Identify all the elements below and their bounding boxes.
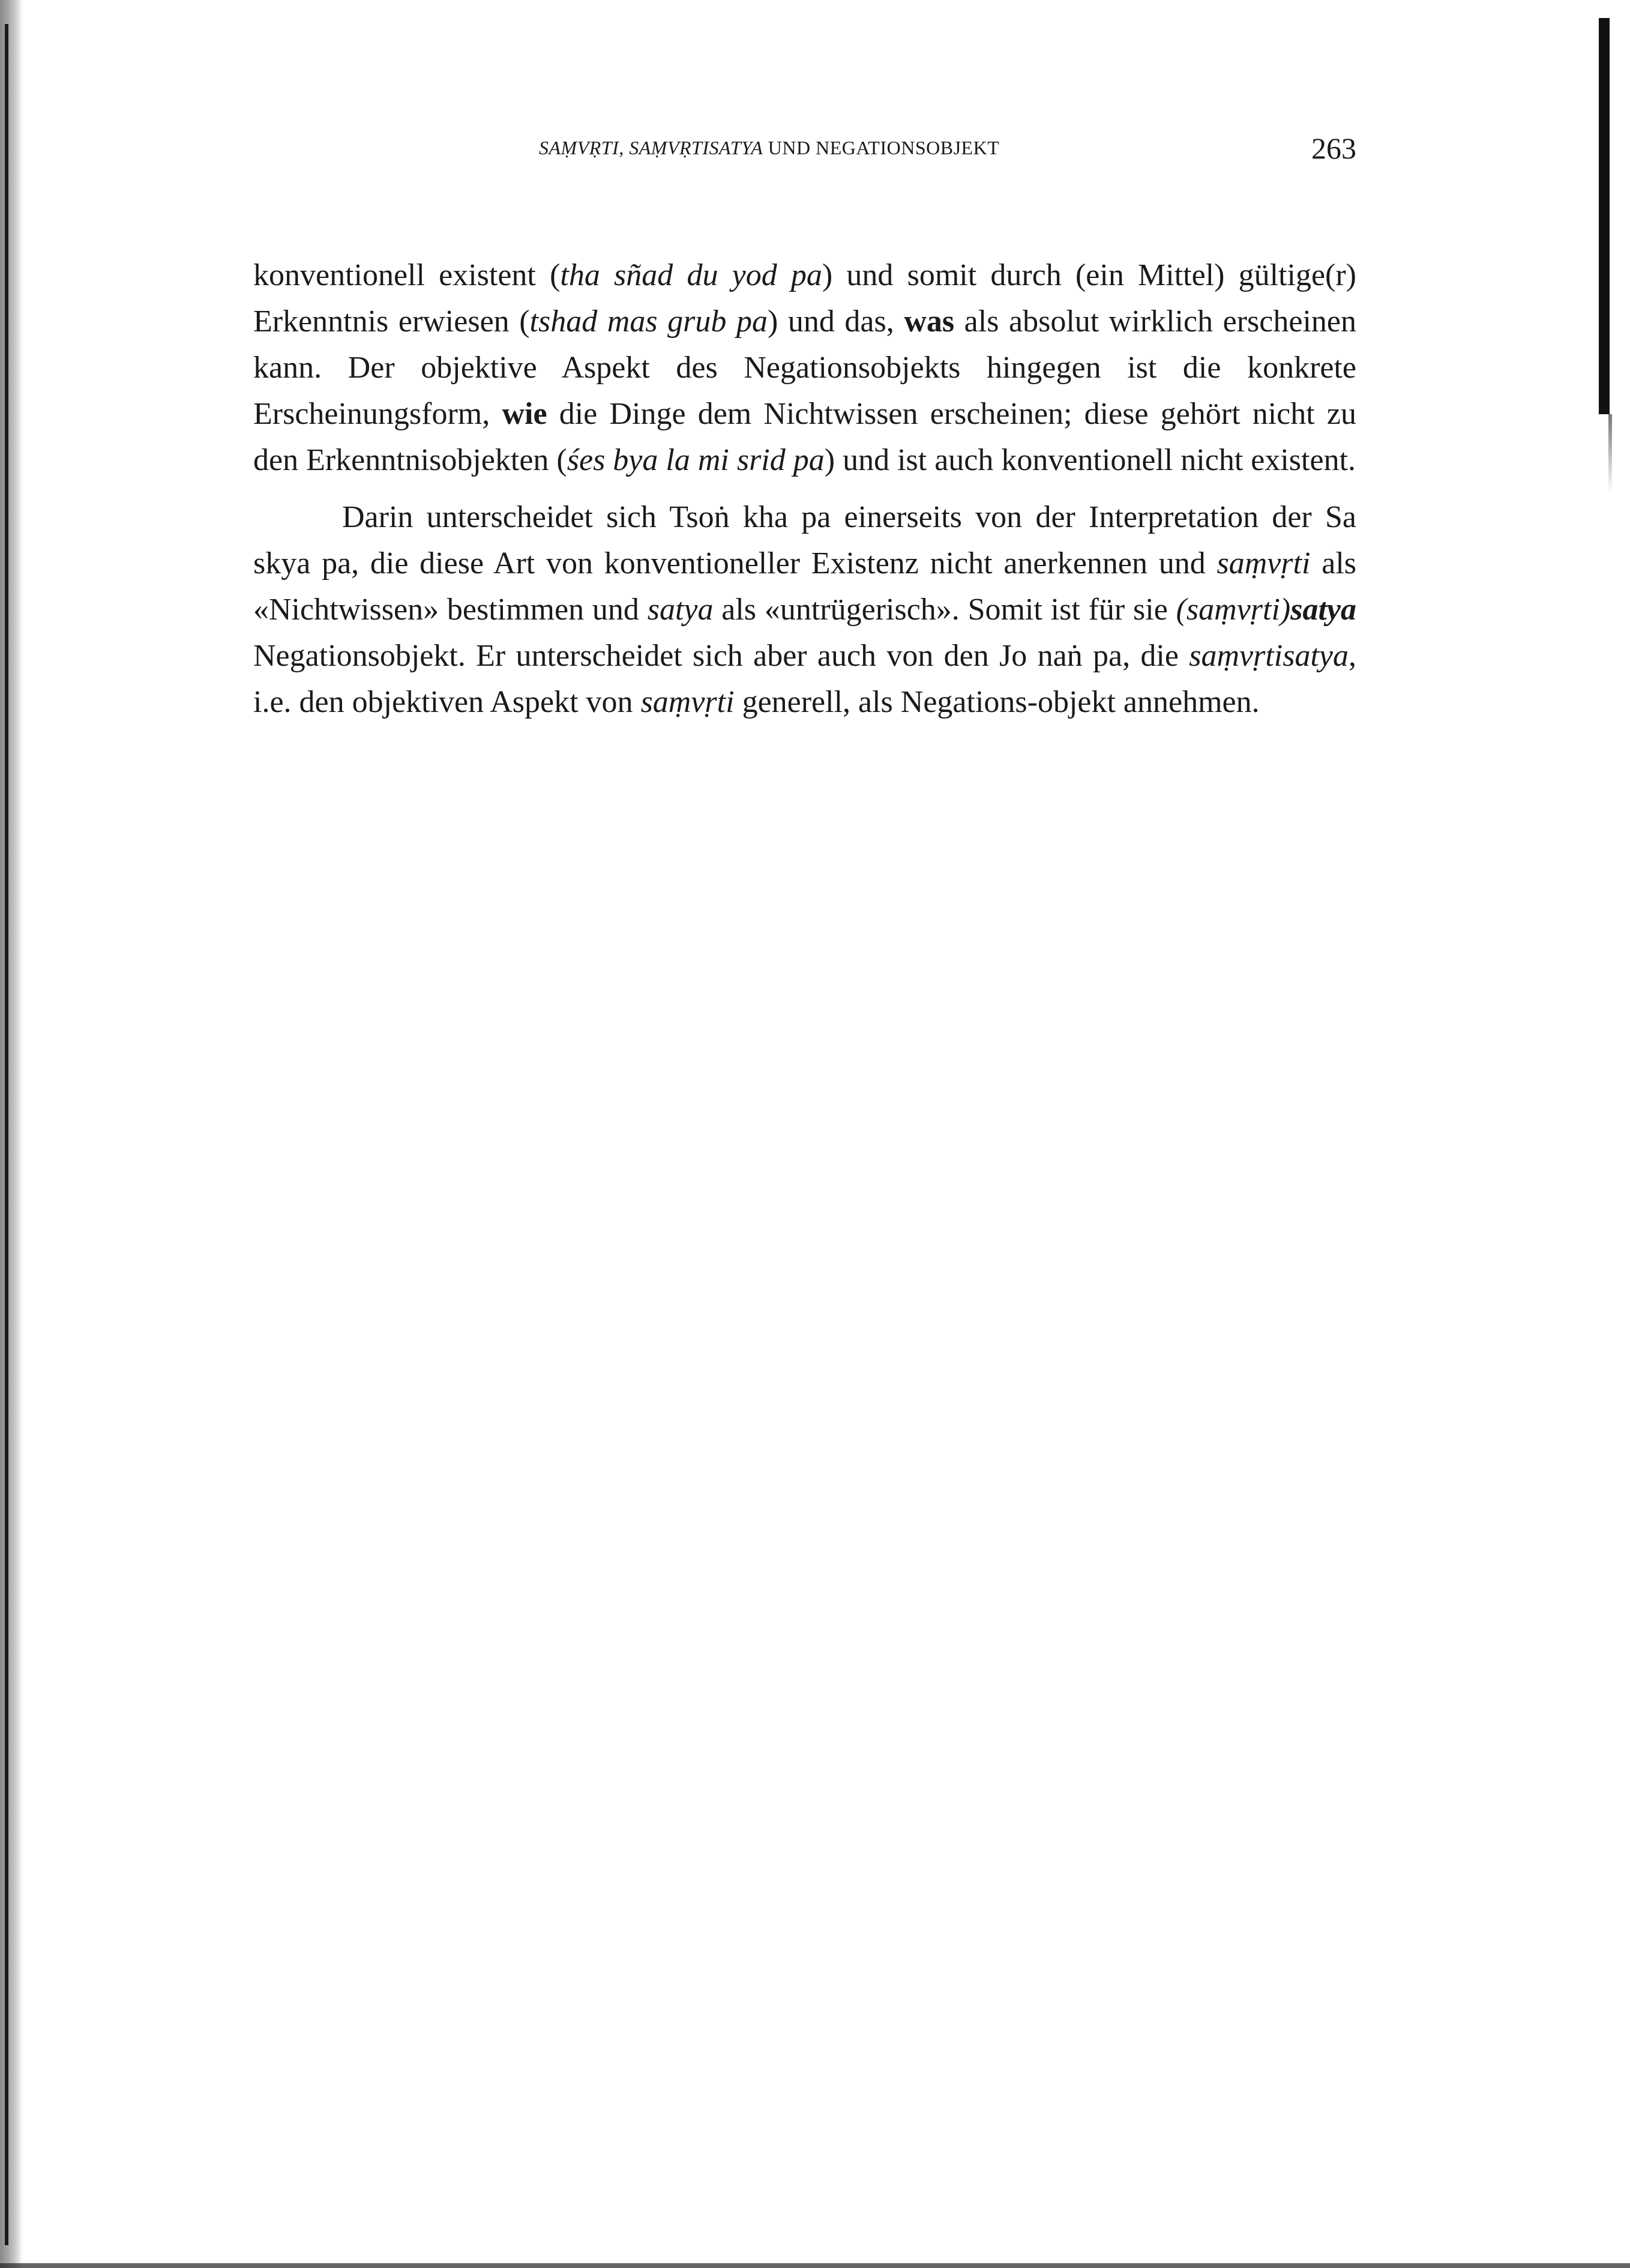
p1-s3: ) und somit durch (ein Mittel) gültige(r) Erkenntnis erwiesen ( xyxy=(253,258,1356,339)
paragraph-1 xyxy=(253,252,1356,483)
p1-s11: ) und ist auch konventionell nicht existent. xyxy=(824,443,1356,477)
p2-s9-sanskrit-term: saṃvṛtisatya xyxy=(1189,639,1349,673)
p1-s5: ) und das, xyxy=(767,304,904,339)
p2-s3: als «Nichtwissen» bestimmen und xyxy=(253,546,1356,627)
p2-s1: Darin unterscheidet sich Tsoṅ kha pa einerseits von der Interpretation der Sa skya pa, die diese Art von konventioneller Existenz nicht anerkennen und xyxy=(253,500,1356,581)
scan-edge-right-fade xyxy=(1608,414,1612,492)
paragraph-2 xyxy=(253,494,1356,725)
p1-s9: die Dinge dem Nichtwissen erscheinen; diese gehört nicht zu den Erkenntnisobjekten ( xyxy=(253,397,1356,477)
running-title-roman: UND NEGATIONSOBJEKT xyxy=(763,137,1000,158)
scan-edge-bottom xyxy=(0,2263,1630,2268)
page-number: 263 xyxy=(1311,131,1356,165)
p1-s2-tibetan-term: tha sñad du yod pa xyxy=(560,258,822,292)
p2-s5: als «untrügerisch». Somit ist für sie xyxy=(713,593,1176,627)
running-head xyxy=(252,131,1356,167)
scan-edge-left-line xyxy=(5,24,8,2245)
running-title xyxy=(539,137,999,159)
p1-s6-emphasis: was xyxy=(904,304,955,339)
p1-s8-emphasis: wie xyxy=(502,397,547,431)
scan-edge-left-shadow xyxy=(0,0,23,2268)
p1-s4-tibetan-term: tshad mas grub pa xyxy=(529,304,768,339)
scan-edge-right-bar xyxy=(1599,18,1610,414)
p1-s1: konventionell existent ( xyxy=(253,258,561,292)
running-title-italic: SAṂVṚTI, SAṂVṚTISATYA xyxy=(539,137,763,158)
p2-s12: generell, als Negations-objekt annehmen. xyxy=(734,685,1260,719)
p2-s10: , i.e. den objektiven Aspekt von xyxy=(253,639,1356,719)
p2-s6-sanskrit-term: (saṃvṛti) xyxy=(1176,593,1291,627)
p1-s7: als absolut wirklich erscheinen kann. Der objektive Aspekt des Negationsobjekts hingegen ist die konkrete Erscheinungsform, xyxy=(253,304,1356,431)
p2-s2-sanskrit-term: saṃvṛti xyxy=(1216,546,1311,581)
p1-s10-tibetan-term: śes bya la mi srid pa xyxy=(567,443,825,477)
p2-s7-sanskrit-term-bold: satya xyxy=(1290,593,1357,627)
p2-s4-sanskrit-term: satya xyxy=(647,593,714,627)
p2-s11-sanskrit-term: saṃvṛti xyxy=(640,685,735,719)
body-text xyxy=(253,252,1356,725)
p2-s8: Negationsobjekt. Er unterscheidet sich aber auch von den Jo naṅ pa, die xyxy=(253,639,1189,673)
